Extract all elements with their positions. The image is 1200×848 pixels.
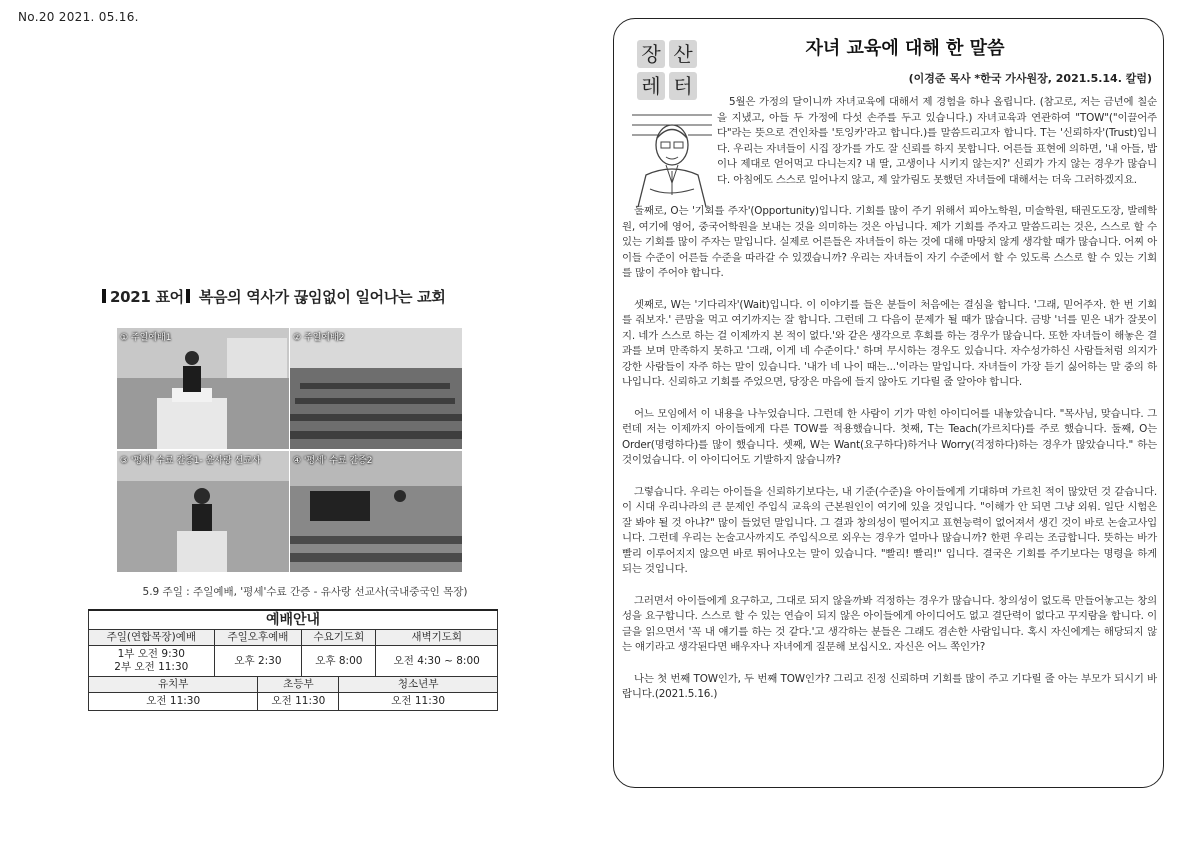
logo-char: 레 bbox=[637, 72, 665, 100]
photo-label: ④ '평세' 수료 간증2 bbox=[293, 456, 373, 466]
schedule-value: 1부 오전 9:30 2부 오전 11:30 bbox=[89, 646, 215, 677]
yearly-motto bbox=[100, 286, 510, 307]
jangsan-letter-logo bbox=[637, 40, 699, 102]
article-paragraph: 나는 첫 번째 TOW인가, 두 번째 TOW인가? 그리고 진정 신뢰하며 기회를 많이 주고 기다릴 줄 아는 부모가 되시기 바랍니다.(2021.5.16.) bbox=[622, 672, 1157, 700]
article-title: 자녀 교육에 대해 한 말씀 bbox=[805, 38, 1005, 59]
motto-year: 2021 표어 bbox=[110, 288, 184, 306]
schedule-header: 수요기도회 bbox=[302, 630, 376, 646]
schedule-header: 청소년부 bbox=[339, 677, 498, 693]
schedule-header: 새벽기도회 bbox=[376, 630, 498, 646]
logo-char: 장 bbox=[637, 40, 665, 68]
photo-label: ② 주일예배2 bbox=[293, 333, 345, 343]
schedule-header: 초등부 bbox=[258, 677, 339, 693]
photo-sunday-worship-2 bbox=[290, 328, 462, 449]
schedule-header: 유치부 bbox=[89, 677, 258, 693]
article-paragraph: 셋째로, W는 '기다리자'(Wait)입니다. 이 이야기를 들은 분들이 처음에는 결심을 합니다. '그래, 믿어주자. 한 번 기회를 줘보자.' 큰맘을 먹고 여기까지는 잘 합니다. 그런데 그 다음이 문제가 될 때가 많습니다. 금방 '너를 믿은 내가 잘못이지. 네가 스스로 하는 걸 이제까지 본 적이 없다.'와 같은 생각으로 후회를 하는 경우가 많습니다. 또한 자녀들이 해놓은 결과를 보며 만족하지 못하고 '그래, 이게 네 수준이다.' 하며 무시하는 경우도 있습니다. 자수성가하신 사람들처럼 의지가 강한 사람들이 자주 하는 말이 있습니다. '내가 네 나이 때는...'이라는 말입니다. 자녀들이 가장 듣기 싫어하는 말 중의 하나입니다. 신뢰하고 기회를 주었으면, 당장은 마음에 들지 않아도 기다릴 줄 알아야 합니다. bbox=[622, 298, 1157, 388]
schedule-value: 오후 2:30 bbox=[214, 646, 302, 677]
photo-sunday-worship-1 bbox=[117, 328, 289, 449]
schedule-header: 주일오후예배 bbox=[214, 630, 302, 646]
motto-bar-icon bbox=[102, 289, 106, 303]
article-byline: (이경준 목사 *한국 가사원장, 2021.5.14. 칼럼) bbox=[908, 72, 1152, 85]
article-paragraph: 5월은 가정의 달이니까 자녀교육에 대해서 제 경험을 하나 올립니다. (참고로, 저는 금년에 칠순을 지냈고, 아들 두 가정에 다섯 손주를 두고 있습니다.) 자녀교육과 연관하여 "TOW"("이끌어주다"라는 뜻으로 견인차를 '토잉카'라고 합니다.)를 말씀드리고자 합니다. T는 '신뢰하자'(Trust)입니다. 우리는 자녀들이 시집 장가를 가도 잘 신뢰를 하지 못합니다. 어른들 표현에 의하면, '내 아들, 밥이나 제대로 얻어먹고 다니는지? 내 딸, 고생이나 시키지 않는지?' 신뢰가 가지 않는 경우가 많습니다. 아침에도 스스로 일어나지 않고, 제 앞가림도 못했던 자녀들에 대해서는 더욱 그러하겠지요. bbox=[717, 96, 1157, 186]
article-body bbox=[622, 95, 1157, 703]
photo-label: ③ '평세' 수료 간증1- 윤사랑 선교사 bbox=[120, 456, 261, 466]
photo-caption: 5.9 주일 : 주일예배, '평세'수료 간증 - 유사랑 선교사(국내중국인 목장) bbox=[142, 586, 468, 598]
article-paragraph: 그렇습니다. 우리는 아이들을 신뢰하기보다는, 내 기준(수준)을 아이들에게 기대하며 가르친 적이 많았던 것 같습니다. 이 시대 우리나라의 큰 문제인 주입식 교육의 근본원인이 여기에 있을 것입니다. "이해가 안 되면 그냥 외워. 일단 시험은 잘 봐야 될 것 아냐?" 많이 들었던 말입니다. 그 결과 창의성이 떨어지고 표현능력이 없어져서 생긴 것이 바로 논술고사입니다. 그런데 우리는 논술고사까지도 주입식으로 외우는 경우가 얼마나 많습니까? 한편 우리는 조급합니다. 뜻하는 바가 빨리 이루어지지 않으면 바로 튀어나오는 말이 있습니다. "빨리! 빨리!" 입니다. 결국은 기회를 주기보다는 명령을 하게 되는 것입니다. bbox=[622, 485, 1157, 575]
logo-char: 터 bbox=[669, 72, 697, 100]
schedule-value: 오전 4:30 ~ 8:00 bbox=[376, 646, 498, 677]
worship-schedule-table bbox=[88, 609, 498, 711]
schedule-value: 오후 8:00 bbox=[302, 646, 376, 677]
article-paragraph: 그러면서 아이들에게 요구하고, 그대로 되지 않을까봐 걱정하는 경우가 많습니다. 창의성이 없도록 만들어놓고는 창의성을 요구합니다. 스스로 할 수 있는 연습이 되지 않은 아이들에게 아이디어도 없고 결단력이 없다고 꾸지람을 합니다. 이 글을 읽으면서 '꼭 내 얘기를 하는 것 같다.'고 생각하는 분들은 그래도 겸손한 사람입니다. 혹시 자신에게는 해당되지 않는 얘기라고 생각된다면 배우자나 자녀에게 질문해 보십시오. 자신은 어느 쪽인가? bbox=[622, 594, 1157, 653]
photo-testimony-2 bbox=[290, 451, 462, 572]
schedule-header: 주일(연합목장)예배 bbox=[89, 630, 215, 646]
motto-text: 복음의 역사가 끊임없이 일어나는 교회 bbox=[198, 288, 446, 306]
worship-photo-grid bbox=[117, 328, 462, 572]
schedule-value: 오전 11:30 bbox=[89, 693, 258, 711]
photo-testimony-1 bbox=[117, 451, 289, 572]
logo-char: 산 bbox=[669, 40, 697, 68]
article-paragraph: 어느 모임에서 이 내용을 나누었습니다. 그런데 한 사람이 기가 막힌 아이디어를 내놓았습니다. "목사님, 맞습니다. 그런데 저는 이제까지 아이들에게 다른 TOW를 적용했습니다. 첫째, T는 Teach(가르치다)를 주로 했습니다. 둘째, O는 Order(명령하다)를 많이 했습니다. 셋째, W는 Want(요구하다)하거나 Worry(걱정하다)하는 경우가 많았습니다." 하는 것이었습니다. 이 아이디어도 기발하지 않습니까? bbox=[622, 407, 1157, 466]
photo-label: ① 주일예배1 bbox=[120, 333, 172, 343]
motto-bar-icon bbox=[186, 289, 190, 303]
schedule-value: 오전 11:30 bbox=[258, 693, 339, 711]
article-paragraph: 둘째로, O는 '기회를 주자'(Opportunity)입니다. 기회를 많이 주기 위해서 피아노학원, 미술학원, 태권도도장, 발레학원, 여기에 영어, 중국어학원을 보내는 것을 의미하는 것은 아닙니다. 제가 기회를 주자고 말씀드리는 것은, 스스로 할 수 있는 기회를 많이 주자는 말입니다. 실제로 어른들은 자녀들이 하는 것에 대해 마땅치 않게 생각할 때가 많습니다. 어찌 아이들 수준이 어른들 수준을 따라갈 수 있겠습니까? 우리는 자녀들이 자기 수준에서 할 수 있도록 스스로 할 수 있는 기회를 많이 주어야 합니다. bbox=[622, 205, 1157, 279]
issue-number: No.20 2021. 05.16. bbox=[18, 10, 139, 24]
schedule-title: 예배안내 bbox=[89, 610, 498, 630]
schedule-value: 오전 11:30 bbox=[339, 693, 498, 711]
